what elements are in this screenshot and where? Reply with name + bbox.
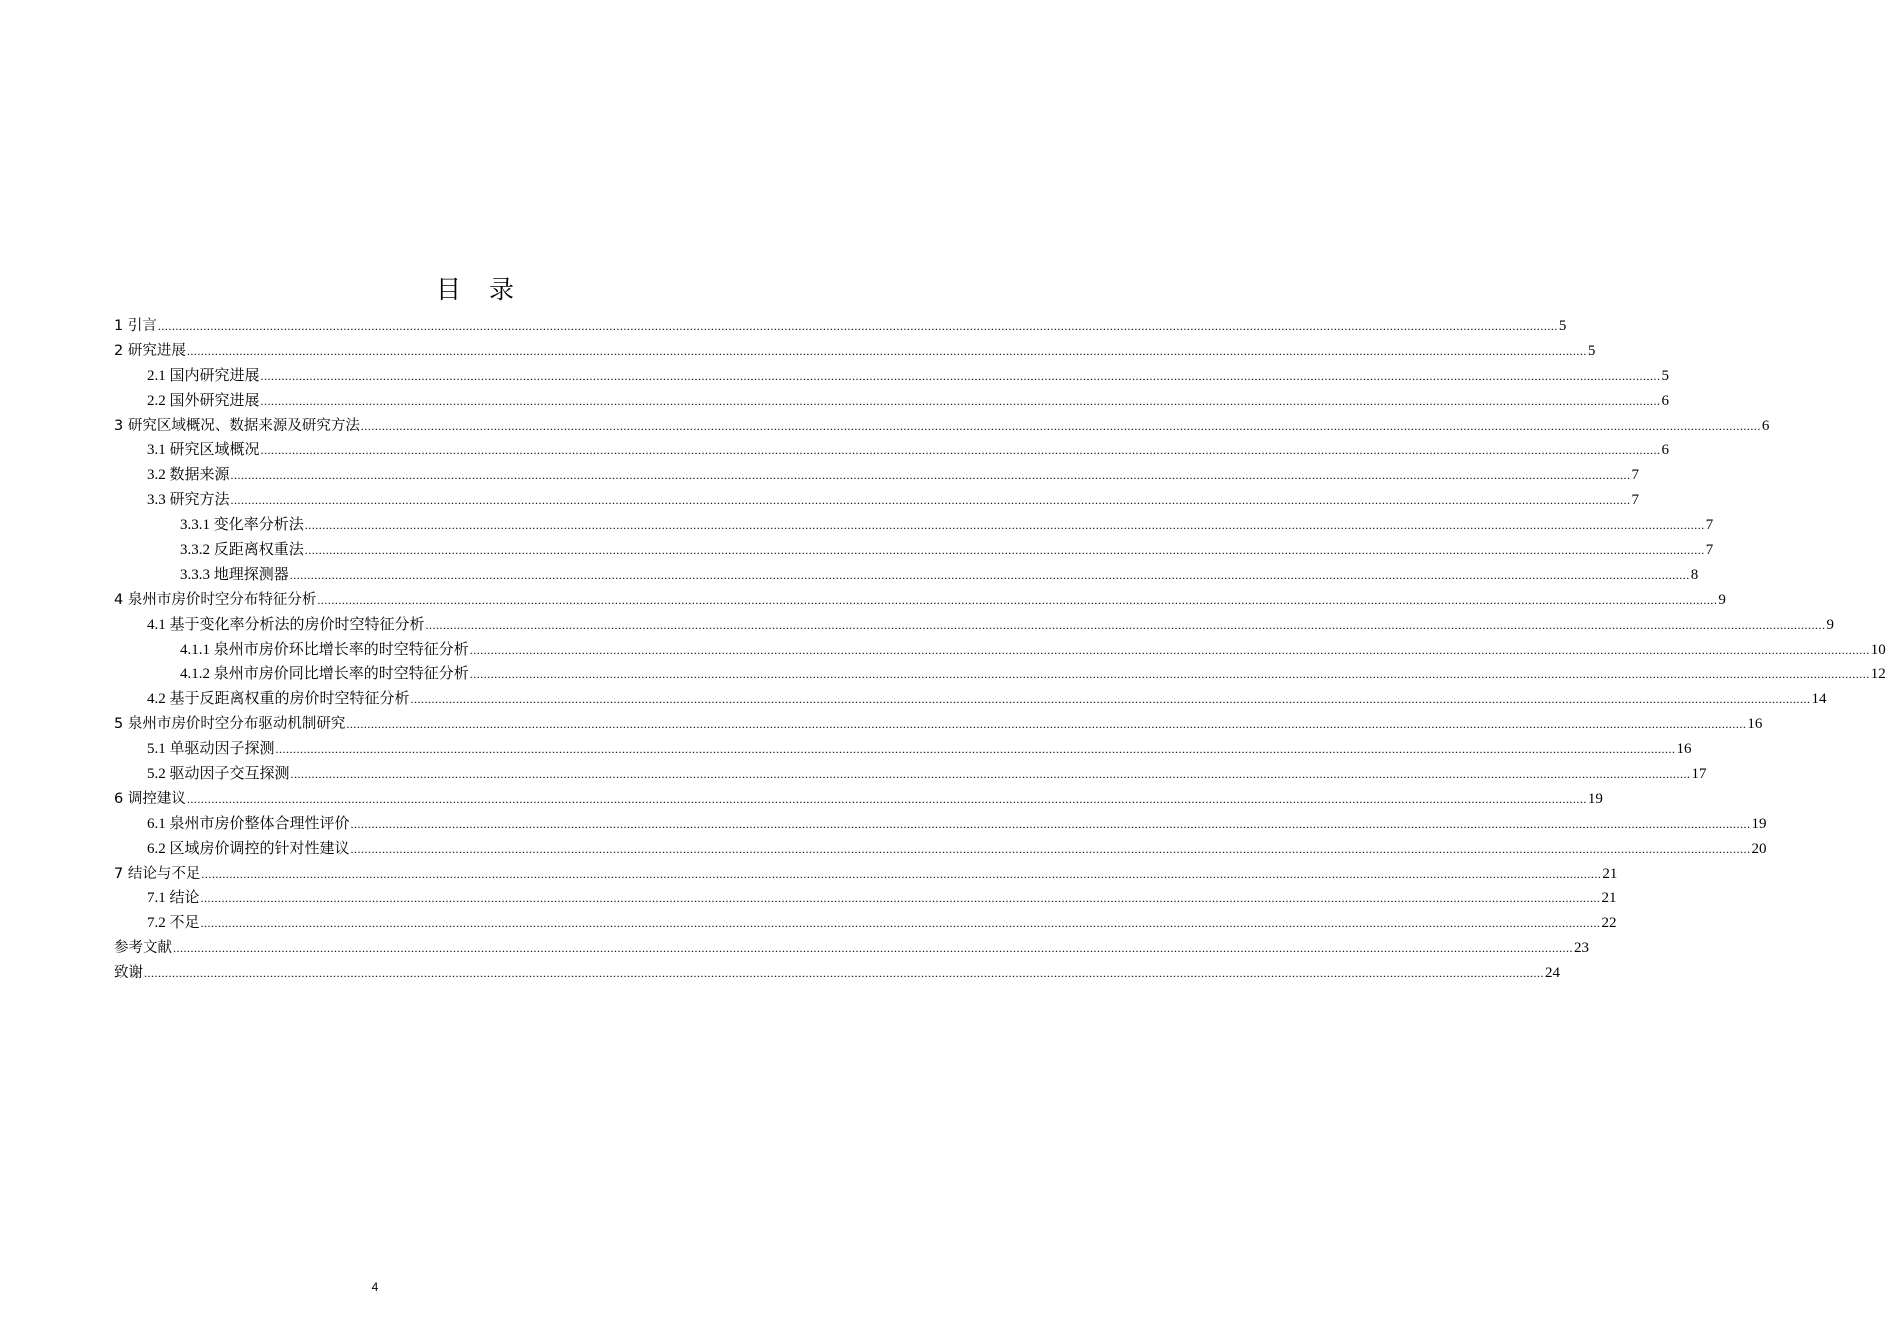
toc-entry[interactable] <box>114 936 1589 961</box>
page-number: 4 <box>371 1280 379 1294</box>
toc-dot-leader: ................................................................................................................................................................................................................................................................................................................................................................................................................ <box>230 468 1631 483</box>
toc-dot-leader: ................................................................................................................................................................................................................................................................................................................................................................................................................ <box>173 941 1573 956</box>
toc-entry[interactable] <box>114 762 1707 787</box>
toc-entry-label: 致谢 <box>114 965 143 982</box>
toc-entry-page: 16 <box>1676 741 1692 758</box>
toc-dot-leader: ................................................................................................................................................................................................................................................................................................................................................................................................................ <box>350 841 1751 856</box>
toc-dot-leader: ................................................................................................................................................................................................................................................................................................................................................................................................................ <box>186 791 1587 806</box>
toc-dot-leader: ................................................................................................................................................................................................................................................................................................................................................................................................................ <box>425 617 1826 632</box>
toc-dot-leader: ................................................................................................................................................................................................................................................................................................................................................................................................................ <box>410 692 1811 707</box>
toc-dot-leader: ................................................................................................................................................................................................................................................................................................................................................................................................................ <box>275 742 1676 757</box>
toc-dot-leader: ................................................................................................................................................................................................................................................................................................................................................................................................................ <box>230 493 1631 508</box>
toc-entry-label: 3 研究区域概况、数据来源及研究方法 <box>114 417 360 434</box>
toc-entry-label: 3.3.3 地理探测器 <box>180 566 289 583</box>
toc-entry[interactable] <box>114 961 1560 986</box>
toc-entry-page: 12 <box>1870 666 1886 683</box>
toc-entry-page: 16 <box>1747 716 1763 733</box>
toc-entry[interactable] <box>114 687 1827 712</box>
toc-entry-label: 4.1.2 泉州市房价同比增长率的时空特征分析 <box>180 666 469 683</box>
toc-dot-leader: ................................................................................................................................................................................................................................................................................................................................................................................................................ <box>260 443 1661 458</box>
toc-entry-page: 6 <box>1661 392 1670 409</box>
toc-entry-page: 5 <box>1661 367 1670 384</box>
table-of-contents <box>114 314 1886 986</box>
toc-entry-label: 3.3.2 反距离权重法 <box>180 542 304 559</box>
toc-title: 目 录 <box>436 275 524 304</box>
toc-entry-label: 6 调控建议 <box>114 790 186 807</box>
toc-entry[interactable] <box>114 563 1699 588</box>
toc-entry[interactable] <box>114 513 1714 538</box>
toc-entry-label: 2.2 国外研究进展 <box>147 392 260 409</box>
toc-entry[interactable] <box>114 389 1670 414</box>
toc-entry-page: 22 <box>1601 915 1617 932</box>
toc-dot-leader: ................................................................................................................................................................................................................................................................................................................................................................................................................ <box>200 891 1601 906</box>
toc-entry[interactable] <box>114 638 1886 663</box>
toc-dot-leader: ................................................................................................................................................................................................................................................................................................................................................................................................................ <box>144 966 1544 981</box>
toc-entry-label: 5.1 单驱动因子探测 <box>147 741 275 758</box>
toc-entry[interactable] <box>114 314 1567 339</box>
toc-entry-page: 5 <box>1558 318 1567 334</box>
toc-dot-leader: ................................................................................................................................................................................................................................................................................................................................................................................................................ <box>346 717 1747 732</box>
toc-entry[interactable] <box>114 787 1603 812</box>
toc-dot-leader: ................................................................................................................................................................................................................................................................................................................................................................................................................ <box>186 343 1587 358</box>
toc-entry-page: 6 <box>1661 442 1670 459</box>
toc-entry-label: 5 泉州市房价时空分布驱动机制研究 <box>114 716 346 733</box>
toc-entry[interactable] <box>114 737 1692 762</box>
toc-dot-leader: ................................................................................................................................................................................................................................................................................................................................................................................................................ <box>157 319 1558 333</box>
toc-dot-leader: ................................................................................................................................................................................................................................................................................................................................................................................................................ <box>200 916 1601 931</box>
toc-entry[interactable] <box>114 463 1640 488</box>
toc-dot-leader: ................................................................................................................................................................................................................................................................................................................................................................................................................ <box>469 642 1870 657</box>
toc-entry-page: 21 <box>1602 865 1618 882</box>
toc-entry-label: 3.1 研究区域概况 <box>147 442 260 459</box>
toc-entry[interactable] <box>114 862 1618 887</box>
toc-dot-leader: ................................................................................................................................................................................................................................................................................................................................................................................................................ <box>201 866 1602 881</box>
toc-entry-page: 17 <box>1691 766 1707 783</box>
toc-entry-page: 9 <box>1826 616 1835 633</box>
toc-entry[interactable] <box>114 438 1670 463</box>
toc-entry[interactable] <box>114 588 1726 613</box>
toc-entry-page: 8 <box>1690 566 1699 583</box>
toc-entry-label: 5.2 驱动因子交互探测 <box>147 766 290 783</box>
toc-dot-leader: ................................................................................................................................................................................................................................................................................................................................................................................................................ <box>469 667 1870 682</box>
toc-dot-leader: ................................................................................................................................................................................................................................................................................................................................................................................................................ <box>289 567 1690 582</box>
toc-entry[interactable] <box>114 414 1770 439</box>
toc-entry-page: 19 <box>1751 815 1767 832</box>
toc-entry-page: 24 <box>1545 965 1560 982</box>
toc-entry-label: 6.2 区域房价调控的针对性建议 <box>147 840 350 857</box>
toc-entry-page: 7 <box>1705 542 1714 559</box>
toc-entry-page: 21 <box>1601 890 1617 907</box>
toc-dot-leader: ................................................................................................................................................................................................................................................................................................................................................................................................................ <box>290 767 1691 782</box>
toc-entry[interactable] <box>114 712 1763 737</box>
toc-entry-label: 7.2 不足 <box>147 915 200 932</box>
toc-entry-label: 4 泉州市房价时空分布特征分析 <box>114 591 317 608</box>
toc-entry[interactable] <box>114 911 1617 936</box>
toc-entry-page: 7 <box>1631 492 1640 509</box>
toc-entry-label: 参考文献 <box>114 940 172 957</box>
toc-entry-page: 20 <box>1751 840 1767 857</box>
toc-entry-label: 3.3 研究方法 <box>147 492 230 509</box>
toc-entry-page: 7 <box>1705 517 1714 534</box>
toc-entry-label: 4.1 基于变化率分析法的房价时空特征分析 <box>147 616 425 633</box>
toc-entry-page: 14 <box>1811 691 1827 708</box>
toc-entry-page: 5 <box>1587 342 1596 359</box>
toc-entry-label: 3.3.1 变化率分析法 <box>180 517 304 534</box>
toc-entry-page: 10 <box>1870 641 1886 658</box>
toc-entry[interactable] <box>114 886 1617 911</box>
toc-dot-leader: ................................................................................................................................................................................................................................................................................................................................................................................................................ <box>360 418 1761 433</box>
toc-dot-leader: ................................................................................................................................................................................................................................................................................................................................................................................................................ <box>304 543 1705 558</box>
toc-entry-label: 4.2 基于反距离权重的房价时空特征分析 <box>147 691 410 708</box>
toc-entry-label: 1 引言 <box>114 318 157 334</box>
toc-entry[interactable] <box>114 339 1596 364</box>
toc-entry-label: 7.1 结论 <box>147 890 200 907</box>
toc-entry[interactable] <box>114 662 1886 687</box>
toc-entry-page: 6 <box>1761 417 1770 434</box>
toc-entry[interactable] <box>114 488 1640 513</box>
toc-entry[interactable] <box>114 364 1670 389</box>
toc-entry-label: 3.2 数据来源 <box>147 467 230 484</box>
toc-entry-label: 6.1 泉州市房价整体合理性评价 <box>147 815 350 832</box>
toc-entry-label: 4.1.1 泉州市房价环比增长率的时空特征分析 <box>180 641 469 658</box>
toc-entry[interactable] <box>114 837 1767 862</box>
toc-entry[interactable] <box>114 538 1714 563</box>
toc-entry-page: 7 <box>1631 467 1640 484</box>
toc-dot-leader: ................................................................................................................................................................................................................................................................................................................................................................................................................ <box>350 816 1751 831</box>
toc-entry[interactable] <box>114 613 1835 638</box>
toc-entry-page: 9 <box>1718 591 1726 608</box>
toc-dot-leader: ................................................................................................................................................................................................................................................................................................................................................................................................................ <box>260 368 1661 383</box>
toc-dot-leader: ................................................................................................................................................................................................................................................................................................................................................................................................................ <box>304 518 1705 533</box>
toc-entry-label: 2 研究进展 <box>114 342 186 359</box>
toc-entry-label: 7 结论与不足 <box>114 865 201 882</box>
toc-dot-leader: ................................................................................................................................................................................................................................................................................................................................................................................................................ <box>260 393 1661 408</box>
toc-dot-leader: ................................................................................................................................................................................................................................................................................................................................................................................................................ <box>317 592 1718 607</box>
toc-entry-page: 23 <box>1574 940 1589 957</box>
toc-entry[interactable] <box>114 812 1767 837</box>
toc-entry-page: 19 <box>1587 790 1603 807</box>
toc-entry-label: 2.1 国内研究进展 <box>147 367 260 384</box>
